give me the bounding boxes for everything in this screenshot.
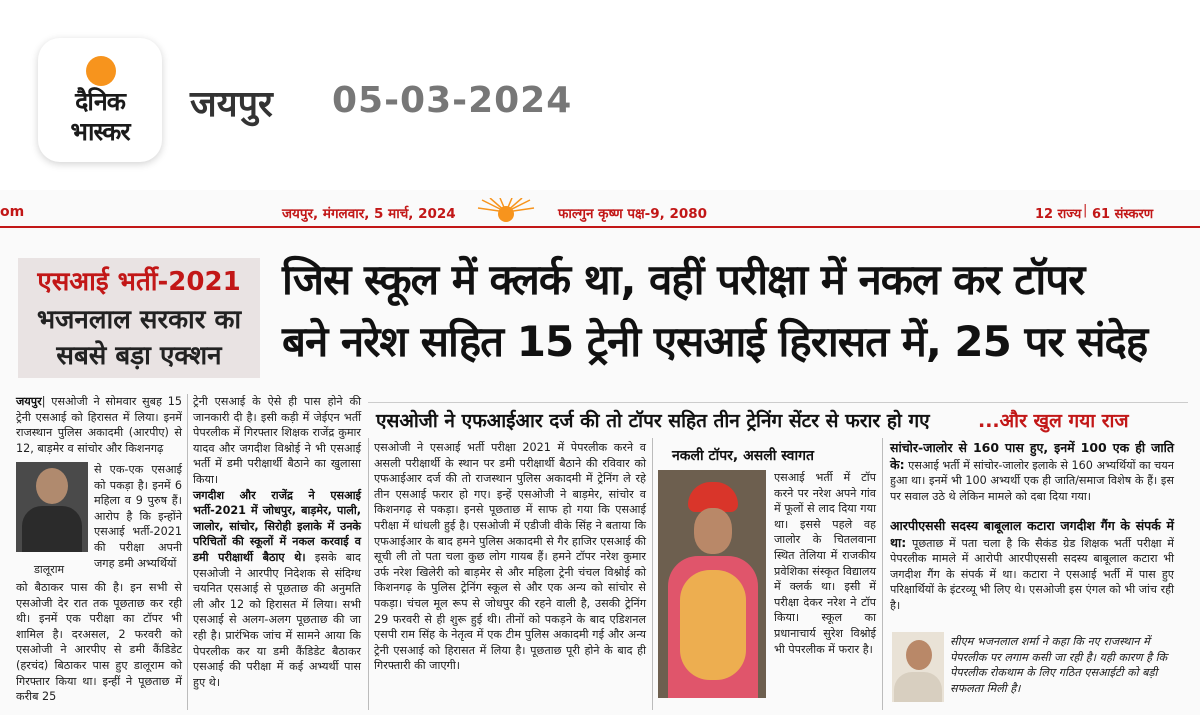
column-divider — [368, 438, 369, 710]
column-2-para2-bold: जगदीश और राजेंद्र ने एसआई भर्ती-2021 में जोधपुर, बाड़मेर, पाली, जालोर, सांचोर, सिरोही इलाके में उनके परिचितों की स्कूलों में नकल करवाई व डमी परीक्षार्थी बैठाए थे। — [193, 488, 361, 564]
column-1-intro — [16, 394, 182, 456]
headline-line1: जिस स्कूल में क्लर्क था, वहीं परीक्षा में नकल कर टॉपर — [282, 255, 1085, 304]
dateline-left-fragment: om — [0, 204, 25, 220]
edition-city: जयपुर — [190, 84, 273, 125]
sunburst-icon — [476, 198, 536, 224]
column-1-para1: | एसओजी ने सोमवार सुबह 15 ट्रेनी एसआई को हिरासत में लिया। इनमें राजस्थान पुलिस अकादमी (आरपीए) से 12, बाड़मेर व सांचोर और किशनगढ़ — [16, 395, 182, 455]
column-5-part2 — [890, 518, 1174, 614]
column-1-para2: से एक-एक एसआई को पकड़ा है। इनमें 6 महिला व 9 पुरुष हैं। आरोप है कि इन्होंने एसआई भर्ती-2021 की परीक्षा अपनी जगह डमी अभ्यर्थियों — [94, 463, 182, 570]
dateline-hindu-calendar: फाल्गुन कृष्ण पक्ष-9, 2080 — [558, 206, 708, 222]
column-5-part1 — [890, 440, 1174, 504]
column-2-para1: ट्रेनी एसआई के ऐसे ही पास होने की जानकारी दी है। इसी कड़ी में जेईएन भर्ती पेपरलीक में गिरफ्तार शिक्षक राजेंद्र कुमार यादव और जगदीश विश्नोई ने भी एसआई भर्ती में डमी परीक्षार्थी बैठाने का खुलासा किया। — [193, 395, 361, 486]
column-2 — [193, 394, 361, 690]
sun-icon — [86, 56, 116, 86]
column-1-dateline: जयपुर — [16, 395, 42, 408]
dainik-bhaskar-logo[interactable] — [38, 38, 162, 162]
kicker-box — [18, 258, 260, 378]
daluram-photo-caption: डालूराम — [34, 563, 65, 576]
column-2-para2: इसके बाद एसओजी ने आरपीए निदेशक से संदिग्ध चयनित एसआई से पूछताछ की अनुमति ली और 12 को हिरासत में लिया। सभी एसआई से अलग-अलग पूछताछ की जा रही है। प्रारंभिक जांच में सामने आया कि पेपरलीक कर या डमी कैंडिडेट बैठाकर एसआई की परीक्षा में कई अभ्यर्थी पास हुए थे। — [193, 550, 361, 689]
kicker-line3: सबसे बड़ा एक्शन — [56, 341, 222, 371]
column-5-subhead1: सांचोर-जालोर से 160 पास हुए, इनमें 100 एक ही जाति के: — [890, 440, 1174, 472]
headline-line2: बने नरेश सहित 15 ट्रेनी एसआई हिरासत में, 25 पर संदेह — [282, 317, 1148, 366]
column-1-para3: को बैठाकर पास की है। इन सभी से एसओजी देर रात तक पूछताछ कर रही थी। इनमें एक परीक्षा का टॉपर भी शामिल है। दरअसल, 2 फरवरी को एसओजी ने आरपीए से डमी कैंडिडेट (हरचंद) बिठाकर पास हुए डालूराम को गिरफ्तार किया था। इन्हीं ने पूछताछ में करीब 25 — [16, 581, 182, 704]
app-header — [0, 0, 1200, 190]
daluram-photo — [16, 462, 88, 552]
column-5-subhead2: आरपीएससी सदस्य बाबूलाल कटारा जगदीश गैंग के संपर्क में था: — [890, 518, 1174, 550]
cm-quote: सीएम भजनलाल शर्मा ने कहा कि नए राजस्थान में पेपरलीक पर लगाम कसी जा रही है। यही कारण है कि पेपरलीक रोकथाम के लिए गठित एसआईटी को बड़ी सफलता मिली है। — [950, 635, 1168, 695]
column-3: एसओजी ने एसआई भर्ती परीक्षा 2021 में पेपरलीक करने व असली परीक्षार्थी के स्थान पर डमी परीक्षार्थी बैठाने की रविवार को एफआईआर दर्ज की तो राजस्थान पुलिस अकादमी में ट्रेनिंग ले रहे तीन एसआई फरार हो गए। इन्हें एसओजी ने बाड़मेर, सांचोर व किशनगढ़ से पकड़ा। इनसे पूछताछ में साफ हो गया कि एसआई परीक्षा में धांधली हुई है। एसओजी में एडीजी वीके सिंह ने बताया कि एफआईआर के बाद हमने पुलिस अकादमी से गैर हाजिर एसआई की सूची ली तो पता चला कुछ लोग गायब हैं। हमने टॉपर नरेश कुमार उर्फ नरेश खिलेरी को बाड़मेर से और महिला ट्रेनी चंचल विश्नोई को किशनगढ़ के पुलिस ट्रेनिंग स्कूल से और एक अन्य को सांचोर से पकड़ा। चंचल मूल रूप से जोधपुर की रहने वाली है, उसकी ट्रेनिंग 29 फरवरी से ही शुरू हुई थी। तीनों को पकड़ने के बाद एडिशनल एसपी राम सिंह के नेतृत्व में एक टीम पुलिस अकादमी गई और अन्य ट्रेनी एसआई को हिरासत में लिया है। पूछताछ पूरी होने के बाद ही गिरफ्तारी की जाएगी। — [374, 441, 646, 673]
dateline-city-date: जयपुर, मंगलवार, 5 मार्च, 2024 — [282, 206, 456, 222]
column-divider — [652, 438, 653, 710]
subhead-tail: ...और खुल गया राज — [978, 410, 1129, 432]
kicker-line2: भजनलाल सरकार का — [36, 305, 242, 335]
dateline-states: 12 राज्य — [1035, 207, 1082, 222]
dateline-separator: | — [1083, 203, 1088, 218]
logo-line2: भास्कर — [70, 117, 130, 146]
cm-bhajanlal-photo — [892, 632, 944, 702]
toper-box-heading: नकली टॉपर, असली स्वागत — [672, 448, 814, 464]
column-divider — [187, 394, 188, 710]
edition-date: 05-03-2024 — [332, 80, 573, 121]
column-4: एसआई भर्ती में टॉप करने पर नरेश अपने गांव में फूलों से लाद दिया गया था। इससे पहले वह जालोर के चितलवाना स्थित तेलिया में राजकीय प्रवेशिका संस्कृत विद्यालय में क्लर्क था। इसी में परीक्षा देकर नरेश ने टॉप किया। स्कूल का प्रधानाचार्य सुरेश विश्नोई भी पेपरलीक में फरार है। — [774, 471, 876, 656]
subheadline — [368, 402, 1188, 433]
column-5-para1: एसआई भर्ती में सांचोर-जालोर इलाके से 160 अभ्यर्थियों का चयन हुआ था। इनमें भी 100 अभ्यर्थी एक ही जाति/समाज विशेष के हैं। इस पर सवाल उठे थे लेकिन मामले को दबा दिया गया। — [890, 458, 1174, 503]
logo-line1: दैनिक — [75, 87, 125, 116]
kicker-line1: एसआई भर्ती-2021 — [37, 267, 241, 297]
column-divider — [882, 438, 883, 710]
dateline-editions: 61 संस्करण — [1092, 207, 1154, 222]
column-5-para2: पूछताछ में पता चला है कि सैकंड ग्रेड शिक्षक भर्ती परीक्षा में पेपरलीक मामले में आरोपी आरपीएससी सदस्य बाबूलाल कटारा भी जगदीश गैंग के संपर्क में था। कटारा ने एसआई भर्ती में पास हुए परिक्षार्थियों के इंटरव्यू भी लिए थे। एसओजी इस एंगल को भी जांच रही है। — [890, 536, 1174, 612]
subhead-main: एसओजी ने एफआईआर दर्ज की तो टॉपर सहित तीन ट्रेनिंग सेंटर से फरार हो गए — [376, 410, 930, 432]
naresh-welcome-photo — [658, 470, 766, 698]
